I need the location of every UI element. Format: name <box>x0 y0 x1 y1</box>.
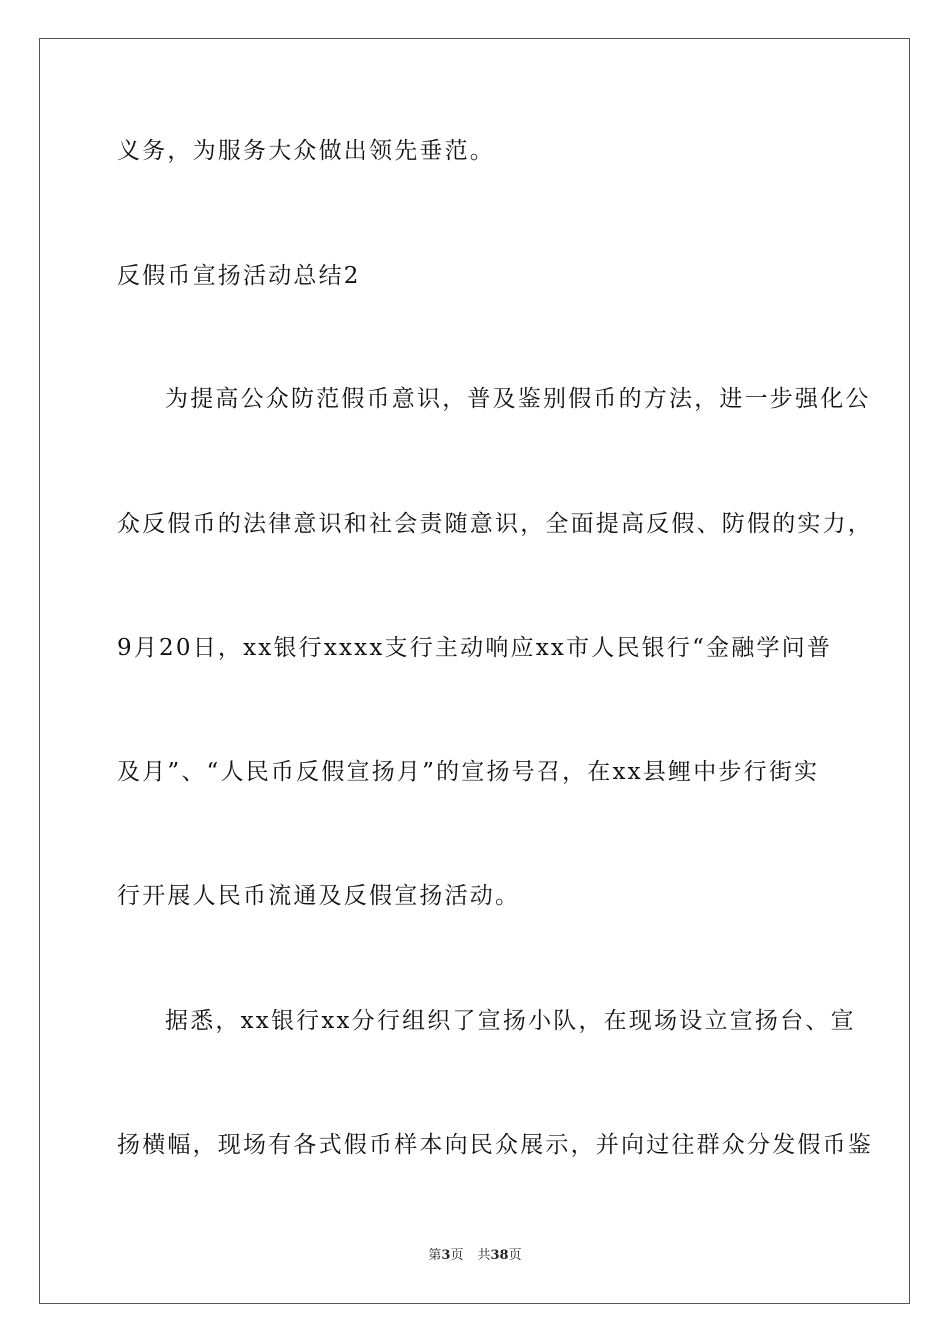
body-line-1: 义务，为服务大众做出领先垂范。 <box>117 138 495 164</box>
body-line-8: 据悉，xx银行xx分行组织了宣扬小队，在现场设立宣扬台、宣 <box>165 1008 856 1034</box>
body-line-5: 9月20日，xx银行xxxx支行主动响应xx市人民银行“金融学问普 <box>117 635 833 661</box>
footer-total-suffix: 页 <box>508 1248 522 1263</box>
section-heading: 反假币宣扬活动总结2 <box>117 263 361 289</box>
page-border <box>39 38 910 1304</box>
body-line-9: 扬横幅，现场有各式假币样本向民众展示，并向过往群众分发假币鉴 <box>117 1132 873 1158</box>
body-line-6: 及月”、“人民币反假宣扬月”的宣扬号召，在xx县鲤中步行街实 <box>117 759 820 785</box>
body-line-7: 行开展人民币流通及反假宣扬活动。 <box>117 883 521 909</box>
footer-total-prefix: 共 <box>477 1248 491 1263</box>
body-line-3: 为提高公众防范假币意识，普及鉴别假币的方法，进一步强化公 <box>165 386 871 412</box>
footer-page-prefix: 第 <box>428 1248 442 1263</box>
footer-page-suffix: 页 <box>450 1248 464 1263</box>
footer-total-pages: 38 <box>490 1248 509 1263</box>
page-footer <box>0 1248 950 1264</box>
footer-page-number: 3 <box>441 1248 451 1263</box>
body-line-4: 众反假币的法律意识和社会责随意识，全面提高反假、防假的实力， <box>117 511 873 537</box>
